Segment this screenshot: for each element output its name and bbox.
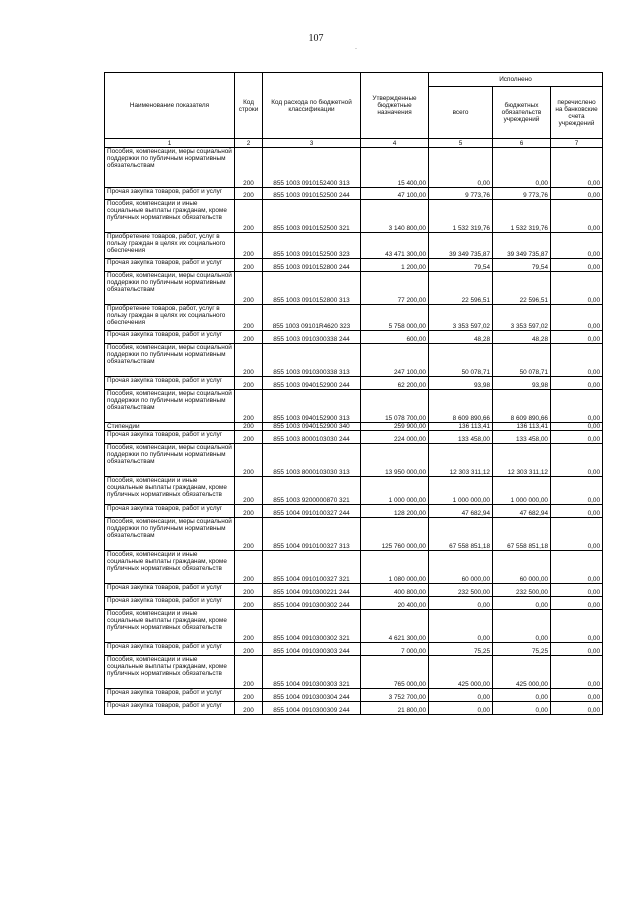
row-name: Пособия, компенсации, меры социальной поддержки по публичным нормативным обязательствам xyxy=(105,272,235,305)
row-line-code: 200 xyxy=(235,431,263,444)
row-expense-code: 855 1003 0910300338 313 xyxy=(263,344,361,377)
row-expense-code: 855 1004 0910300309 244 xyxy=(263,702,361,715)
table-row xyxy=(105,610,603,643)
row-executed-bank: 0,00 xyxy=(551,610,603,643)
row-line-code: 200 xyxy=(235,390,263,423)
row-name: Прочая закупка товаров, работ и услуг xyxy=(105,259,235,272)
row-expense-code: 855 1003 0910152800 244 xyxy=(263,259,361,272)
row-name: Прочая закупка товаров, работ и услуг xyxy=(105,584,235,597)
row-name: Пособия, компенсации и иные социальные выплаты гражданам, кроме публичных нормативных обязательств xyxy=(105,477,235,505)
row-expense-code: 855 1003 8000103030 244 xyxy=(263,431,361,444)
row-executed-budget: 1 000 000,00 xyxy=(493,477,551,505)
row-executed-total: 0,00 xyxy=(429,689,493,702)
row-line-code: 200 xyxy=(235,305,263,331)
row-executed-budget: 22 596,51 xyxy=(493,272,551,305)
row-executed-bank: 0,00 xyxy=(551,444,603,477)
row-executed-bank: 0,00 xyxy=(551,377,603,390)
row-executed-total: 8 609 890,66 xyxy=(429,390,493,423)
row-executed-budget: 48,28 xyxy=(493,331,551,344)
row-executed-total: 1 000 000,00 xyxy=(429,477,493,505)
row-name: Пособия, компенсации и иные социальные выплаты гражданам, кроме публичных нормативных обязательств xyxy=(105,656,235,689)
row-line-code: 200 xyxy=(235,551,263,584)
row-executed-total: 75,25 xyxy=(429,643,493,656)
row-executed-bank: 0,00 xyxy=(551,188,603,200)
row-executed-total: 22 596,51 xyxy=(429,272,493,305)
row-approved: 15 400,00 xyxy=(361,148,429,188)
column-number: 4 xyxy=(361,139,429,148)
row-executed-bank: 0,00 xyxy=(551,518,603,551)
header-name: Наименование показателя xyxy=(105,73,235,139)
row-executed-total: 39 349 735,87 xyxy=(429,233,493,259)
row-expense-code: 855 1004 0910300221 244 xyxy=(263,584,361,597)
row-approved: 13 950 000,00 xyxy=(361,444,429,477)
row-executed-budget: 0,00 xyxy=(493,148,551,188)
row-executed-bank: 0,00 xyxy=(551,656,603,689)
row-line-code: 200 xyxy=(235,423,263,431)
row-executed-budget: 39 349 735,87 xyxy=(493,233,551,259)
row-line-code: 200 xyxy=(235,643,263,656)
row-approved: 765 000,00 xyxy=(361,656,429,689)
header-total: всего xyxy=(429,87,493,139)
row-executed-total: 67 558 851,18 xyxy=(429,518,493,551)
row-expense-code: 855 1003 09101R4620 323 xyxy=(263,305,361,331)
row-executed-budget: 12 303 311,12 xyxy=(493,444,551,477)
row-line-code: 200 xyxy=(235,331,263,344)
row-line-code: 200 xyxy=(235,610,263,643)
row-line-code: 200 xyxy=(235,597,263,610)
table-row xyxy=(105,377,603,390)
row-line-code: 200 xyxy=(235,477,263,505)
row-approved: 7 000,00 xyxy=(361,643,429,656)
table-row xyxy=(105,551,603,584)
row-name: Пособия, компенсации, меры социальной поддержки по публичным нормативным обязательствам xyxy=(105,344,235,377)
row-name: Пособия, компенсации и иные социальные выплаты гражданам, кроме публичных нормативных обязательств xyxy=(105,551,235,584)
row-expense-code: 855 1003 0910300338 244 xyxy=(263,331,361,344)
row-line-code: 200 xyxy=(235,689,263,702)
row-expense-code: 855 1003 0910152500 244 xyxy=(263,188,361,200)
row-line-code: 200 xyxy=(235,505,263,518)
row-line-code: 200 xyxy=(235,188,263,200)
row-executed-budget: 8 609 890,66 xyxy=(493,390,551,423)
row-expense-code: 855 1003 9200000870 321 xyxy=(263,477,361,505)
row-executed-bank: 0,00 xyxy=(551,584,603,597)
table-row xyxy=(105,390,603,423)
table-row xyxy=(105,656,603,689)
row-executed-bank: 0,00 xyxy=(551,331,603,344)
row-executed-total: 133 458,00 xyxy=(429,431,493,444)
row-executed-total: 0,00 xyxy=(429,610,493,643)
row-executed-budget: 0,00 xyxy=(493,610,551,643)
row-executed-total: 0,00 xyxy=(429,702,493,715)
row-executed-budget: 0,00 xyxy=(493,702,551,715)
row-name: Пособия, компенсации и иные социальные выплаты гражданам, кроме публичных нормативных обязательств xyxy=(105,200,235,233)
row-executed-total: 425 000,00 xyxy=(429,656,493,689)
row-expense-code: 855 1003 8000103030 313 xyxy=(263,444,361,477)
row-name: Прочая закупка товаров, работ и услуг xyxy=(105,702,235,715)
row-executed-bank: 0,00 xyxy=(551,344,603,377)
table-row xyxy=(105,477,603,505)
row-executed-total: 9 773,76 xyxy=(429,188,493,200)
row-approved: 600,00 xyxy=(361,331,429,344)
page-number: 107 xyxy=(308,33,324,44)
row-approved: 128 200,00 xyxy=(361,505,429,518)
row-name: Прочая закупка товаров, работ и услуг xyxy=(105,643,235,656)
row-executed-budget: 0,00 xyxy=(493,689,551,702)
row-executed-bank: 0,00 xyxy=(551,702,603,715)
row-approved: 43 471 300,00 xyxy=(361,233,429,259)
row-name: Прочая закупка товаров, работ и услуг xyxy=(105,689,235,702)
table-row xyxy=(105,305,603,331)
row-executed-total: 79,54 xyxy=(429,259,493,272)
row-executed-bank: 0,00 xyxy=(551,551,603,584)
row-expense-code: 855 1003 0940152900 313 xyxy=(263,390,361,423)
row-name: Прочая закупка товаров, работ и услуг xyxy=(105,505,235,518)
row-executed-total: 12 303 311,12 xyxy=(429,444,493,477)
row-executed-bank: 0,00 xyxy=(551,200,603,233)
row-executed-budget: 1 532 319,76 xyxy=(493,200,551,233)
row-executed-budget: 9 773,76 xyxy=(493,188,551,200)
row-executed-bank: 0,00 xyxy=(551,305,603,331)
row-name: Прочая закупка товаров, работ и услуг xyxy=(105,597,235,610)
row-expense-code: 855 1004 0910100327 313 xyxy=(263,518,361,551)
row-executed-bank: 0,00 xyxy=(551,272,603,305)
row-name: Стипендии xyxy=(105,423,235,431)
row-approved: 4 621 300,00 xyxy=(361,610,429,643)
table-row xyxy=(105,431,603,444)
row-approved: 247 100,00 xyxy=(361,344,429,377)
table-row xyxy=(105,272,603,305)
header-approved: Утвержденные бюджетные назначения xyxy=(361,73,429,139)
row-executed-total: 60 000,00 xyxy=(429,551,493,584)
row-approved: 20 400,00 xyxy=(361,597,429,610)
row-expense-code: 855 1004 0910300304 244 xyxy=(263,689,361,702)
row-executed-total: 47 682,94 xyxy=(429,505,493,518)
row-executed-bank: 0,00 xyxy=(551,689,603,702)
table-row xyxy=(105,702,603,715)
row-executed-total: 232 500,00 xyxy=(429,584,493,597)
table-row xyxy=(105,518,603,551)
table-row xyxy=(105,331,603,344)
row-approved: 77 200,00 xyxy=(361,272,429,305)
table-row xyxy=(105,689,603,702)
row-executed-budget: 0,00 xyxy=(493,597,551,610)
row-expense-code: 855 1003 0940152900 244 xyxy=(263,377,361,390)
row-executed-budget: 50 078,71 xyxy=(493,344,551,377)
header-bank-accounts: перечислено на банковские счета учреждений xyxy=(551,87,603,139)
column-number: 2 xyxy=(235,139,263,148)
row-executed-budget: 136 113,41 xyxy=(493,423,551,431)
column-number: 3 xyxy=(263,139,361,148)
row-executed-total: 1 532 319,76 xyxy=(429,200,493,233)
row-executed-bank: 0,00 xyxy=(551,423,603,431)
row-executed-total: 3 353 597,02 xyxy=(429,305,493,331)
row-name: Прочая закупка товаров, работ и услуг xyxy=(105,431,235,444)
table-row xyxy=(105,259,603,272)
row-approved: 224 000,00 xyxy=(361,431,429,444)
row-approved: 62 200,00 xyxy=(361,377,429,390)
row-expense-code: 855 1004 0910100327 321 xyxy=(263,551,361,584)
row-approved: 259 900,00 xyxy=(361,423,429,431)
row-line-code: 200 xyxy=(235,259,263,272)
row-expense-code: 855 1003 0910152400 313 xyxy=(263,148,361,188)
row-executed-bank: 0,00 xyxy=(551,431,603,444)
row-approved: 400 800,00 xyxy=(361,584,429,597)
table-row xyxy=(105,505,603,518)
row-approved: 3 752 700,00 xyxy=(361,689,429,702)
row-name: Прочая закупка товаров, работ и услуг xyxy=(105,331,235,344)
row-approved: 15 078 700,00 xyxy=(361,390,429,423)
row-executed-bank: 0,00 xyxy=(551,259,603,272)
row-approved: 1 000 000,00 xyxy=(361,477,429,505)
column-number: 1 xyxy=(105,139,235,148)
row-name: Пособия, компенсации и иные социальные выплаты гражданам, кроме публичных нормативных обязательств xyxy=(105,610,235,643)
table-row xyxy=(105,233,603,259)
header-expense-code: Код расхода по бюджетной классификации xyxy=(263,73,361,139)
row-executed-total: 50 078,71 xyxy=(429,344,493,377)
row-executed-bank: 0,00 xyxy=(551,643,603,656)
row-line-code: 200 xyxy=(235,233,263,259)
row-name: Прочая закупка товаров, работ и услуг xyxy=(105,188,235,200)
row-approved: 3 140 800,00 xyxy=(361,200,429,233)
stray-mark: · xyxy=(355,46,357,52)
row-approved: 47 100,00 xyxy=(361,188,429,200)
row-line-code: 200 xyxy=(235,444,263,477)
header-line-code: Код строки xyxy=(235,73,263,139)
table-row xyxy=(105,148,603,188)
row-expense-code: 855 1004 0910300303 321 xyxy=(263,656,361,689)
row-expense-code: 855 1004 0910100327 244 xyxy=(263,505,361,518)
row-executed-bank: 0,00 xyxy=(551,148,603,188)
row-executed-budget: 60 000,00 xyxy=(493,551,551,584)
row-executed-total: 0,00 xyxy=(429,148,493,188)
table-row xyxy=(105,444,603,477)
budget-execution-table xyxy=(104,72,603,715)
row-executed-budget: 67 558 851,18 xyxy=(493,518,551,551)
row-approved: 21 800,00 xyxy=(361,702,429,715)
column-number-row xyxy=(105,139,603,148)
row-name: Прочая закупка товаров, работ и услуг xyxy=(105,377,235,390)
row-line-code: 200 xyxy=(235,344,263,377)
row-executed-bank: 0,00 xyxy=(551,597,603,610)
row-executed-budget: 425 000,00 xyxy=(493,656,551,689)
row-name: Приобретение товаров, работ, услуг в пользу граждан в целях их социального обеспечения xyxy=(105,305,235,331)
row-name: Приобретение товаров, работ, услуг в пользу граждан в целях их социального обеспечения xyxy=(105,233,235,259)
row-name: Пособия, компенсации, меры социальной поддержки по публичным нормативным обязательствам xyxy=(105,390,235,423)
row-executed-budget: 79,54 xyxy=(493,259,551,272)
row-name: Пособия, компенсации, меры социальной поддержки по публичным нормативным обязательствам xyxy=(105,518,235,551)
table-row xyxy=(105,643,603,656)
row-approved: 1 200,00 xyxy=(361,259,429,272)
row-executed-total: 48,28 xyxy=(429,331,493,344)
row-line-code: 200 xyxy=(235,584,263,597)
table-row xyxy=(105,423,603,431)
table-row xyxy=(105,597,603,610)
row-line-code: 200 xyxy=(235,200,263,233)
row-executed-budget: 93,98 xyxy=(493,377,551,390)
row-line-code: 200 xyxy=(235,656,263,689)
row-executed-total: 136 113,41 xyxy=(429,423,493,431)
row-expense-code: 855 1003 0910152500 321 xyxy=(263,200,361,233)
row-executed-bank: 0,00 xyxy=(551,390,603,423)
row-executed-bank: 0,00 xyxy=(551,477,603,505)
row-executed-budget: 3 353 597,02 xyxy=(493,305,551,331)
row-expense-code: 855 1003 0910152500 323 xyxy=(263,233,361,259)
row-line-code: 200 xyxy=(235,518,263,551)
row-executed-budget: 133 458,00 xyxy=(493,431,551,444)
row-executed-budget: 47 682,94 xyxy=(493,505,551,518)
header-executed: Исполнено xyxy=(429,73,603,87)
row-line-code: 200 xyxy=(235,702,263,715)
row-name: Пособия, компенсации, меры социальной поддержки по публичным нормативным обязательствам xyxy=(105,148,235,188)
table-row xyxy=(105,200,603,233)
row-expense-code: 855 1003 0910152800 313 xyxy=(263,272,361,305)
row-executed-budget: 232 500,00 xyxy=(493,584,551,597)
column-number: 7 xyxy=(551,139,603,148)
row-executed-bank: 0,00 xyxy=(551,233,603,259)
row-expense-code: 855 1004 0910300302 321 xyxy=(263,610,361,643)
table-row xyxy=(105,584,603,597)
row-expense-code: 855 1003 0940152900 340 xyxy=(263,423,361,431)
row-executed-budget: 75,25 xyxy=(493,643,551,656)
row-name: Пособия, компенсации, меры социальной поддержки по публичным нормативным обязательствам xyxy=(105,444,235,477)
table-row xyxy=(105,188,603,200)
row-approved: 125 760 000,00 xyxy=(361,518,429,551)
table-row xyxy=(105,344,603,377)
row-line-code: 200 xyxy=(235,377,263,390)
row-executed-total: 0,00 xyxy=(429,597,493,610)
row-approved: 5 758 000,00 xyxy=(361,305,429,331)
row-executed-bank: 0,00 xyxy=(551,505,603,518)
row-executed-total: 93,98 xyxy=(429,377,493,390)
column-number: 6 xyxy=(493,139,551,148)
row-expense-code: 855 1004 0910300303 244 xyxy=(263,643,361,656)
row-line-code: 200 xyxy=(235,272,263,305)
header-budget-institutions: бюджетных обязательств учреждений xyxy=(493,87,551,139)
row-approved: 1 080 000,00 xyxy=(361,551,429,584)
column-number: 5 xyxy=(429,139,493,148)
row-expense-code: 855 1004 0910300302 244 xyxy=(263,597,361,610)
row-line-code: 200 xyxy=(235,148,263,188)
